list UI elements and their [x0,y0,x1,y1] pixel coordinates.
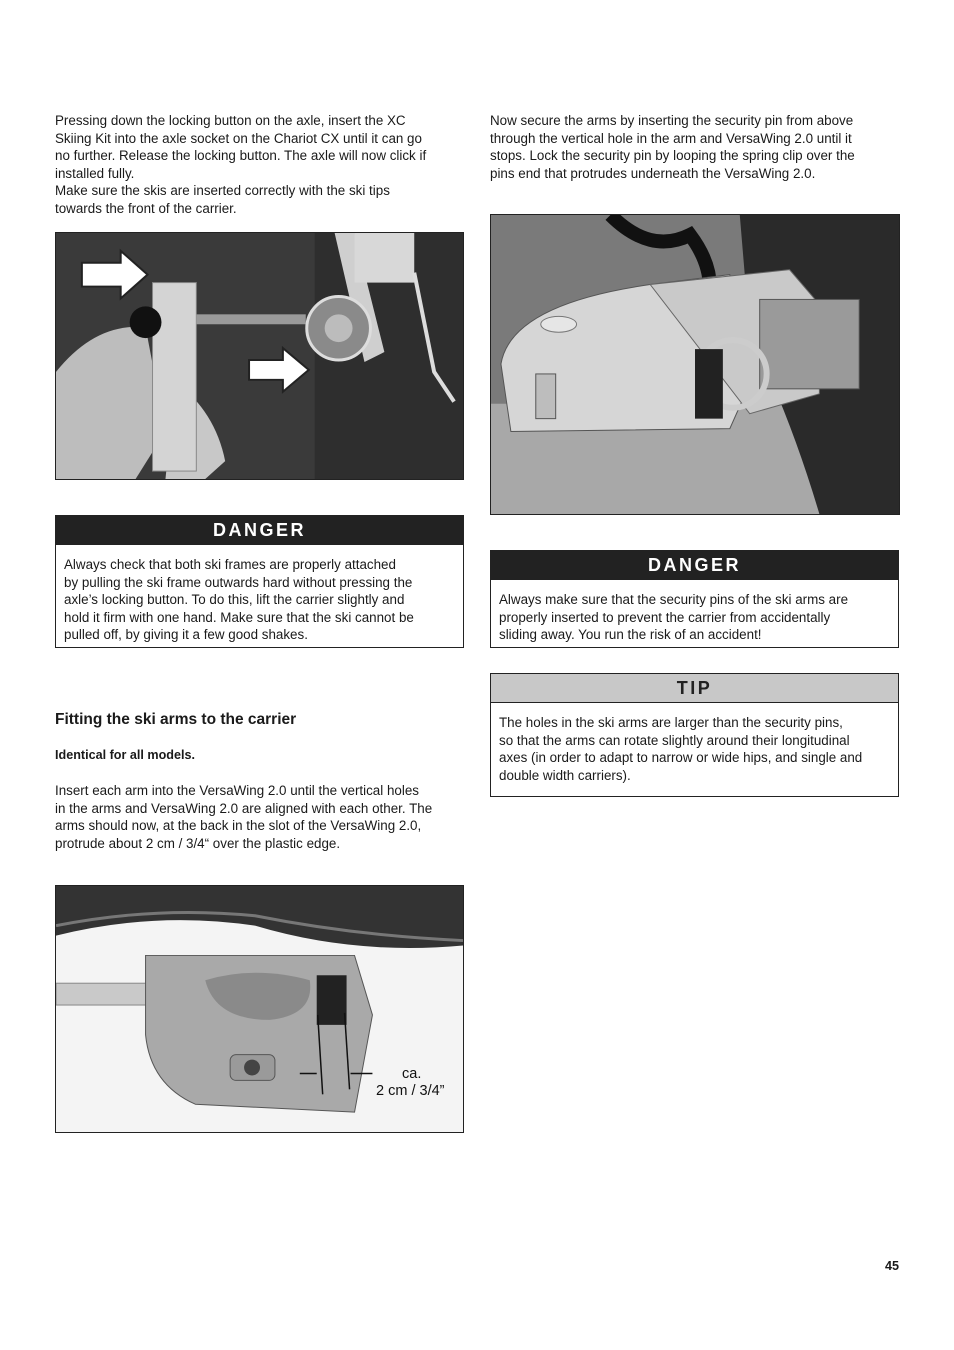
photo3-measurement-label: ca. 2 cm / 3/4” [376,1066,445,1099]
left-section-paragraph: Insert each arm into the VersaWing 2.0 until the vertical holes in the arms and VersaWing 2.0 are aligned with each other. The arms should now, at the back in the slot of the VersaWing 2.0, protrude about 2 cm / 3/4“ over the plastic edge. [55,783,433,851]
photo-axle-insertion [55,232,464,480]
right-danger-text: Always make sure that the security pins of the ski arms are properly inserted to prevent the carrier from accidentally sliding away. You run the risk of an accident! [499,592,849,643]
left-danger-text: Always check that both ski frames are properly attached by pulling the ski frame outwards hard without pressing the axle’s locking button. To do this, lift the carrier slightly and hold it firm with one hand. Make sure that the ski cannot be pulled off, by giving it a few good shakes. [64,557,414,643]
left-danger-title: DANGER [56,516,463,545]
tip-box [490,673,899,797]
photo-security-pin [490,214,900,515]
section-heading: Fitting the ski arms to the carrier [55,711,297,728]
tip-text: The holes in the ski arms are larger than the security pins, so that the arms can rotate slightly around their longitudinal axes (in order to adapt to narrow or wide hips, and single and double width carriers). [499,715,863,783]
photo-arm-protrusion [55,885,464,1133]
section-subheading: Identical for all models. [55,748,195,762]
right-danger-box [490,550,899,648]
left-intro-paragraph: Pressing down the locking button on the axle, insert the XC Skiing Kit into the axle socket on the Chariot CX until it can go no further. Release the locking button. The axle will now click if installed fully. Make sure the skis are inserted correctly with the ski tips towards the front of the carrier. [55,113,427,216]
right-intro-paragraph: Now secure the arms by inserting the security pin from above through the vertical hole in the arm and VersaWing 2.0 until it stops. Lock the security pin by looping the spring clip over the pins end that protrudes underneath the VersaWing 2.0. [490,113,855,181]
page-number: 45 [884,1259,899,1273]
left-danger-box [55,515,464,648]
right-danger-title: DANGER [491,551,898,580]
tip-title: TIP [491,674,898,703]
